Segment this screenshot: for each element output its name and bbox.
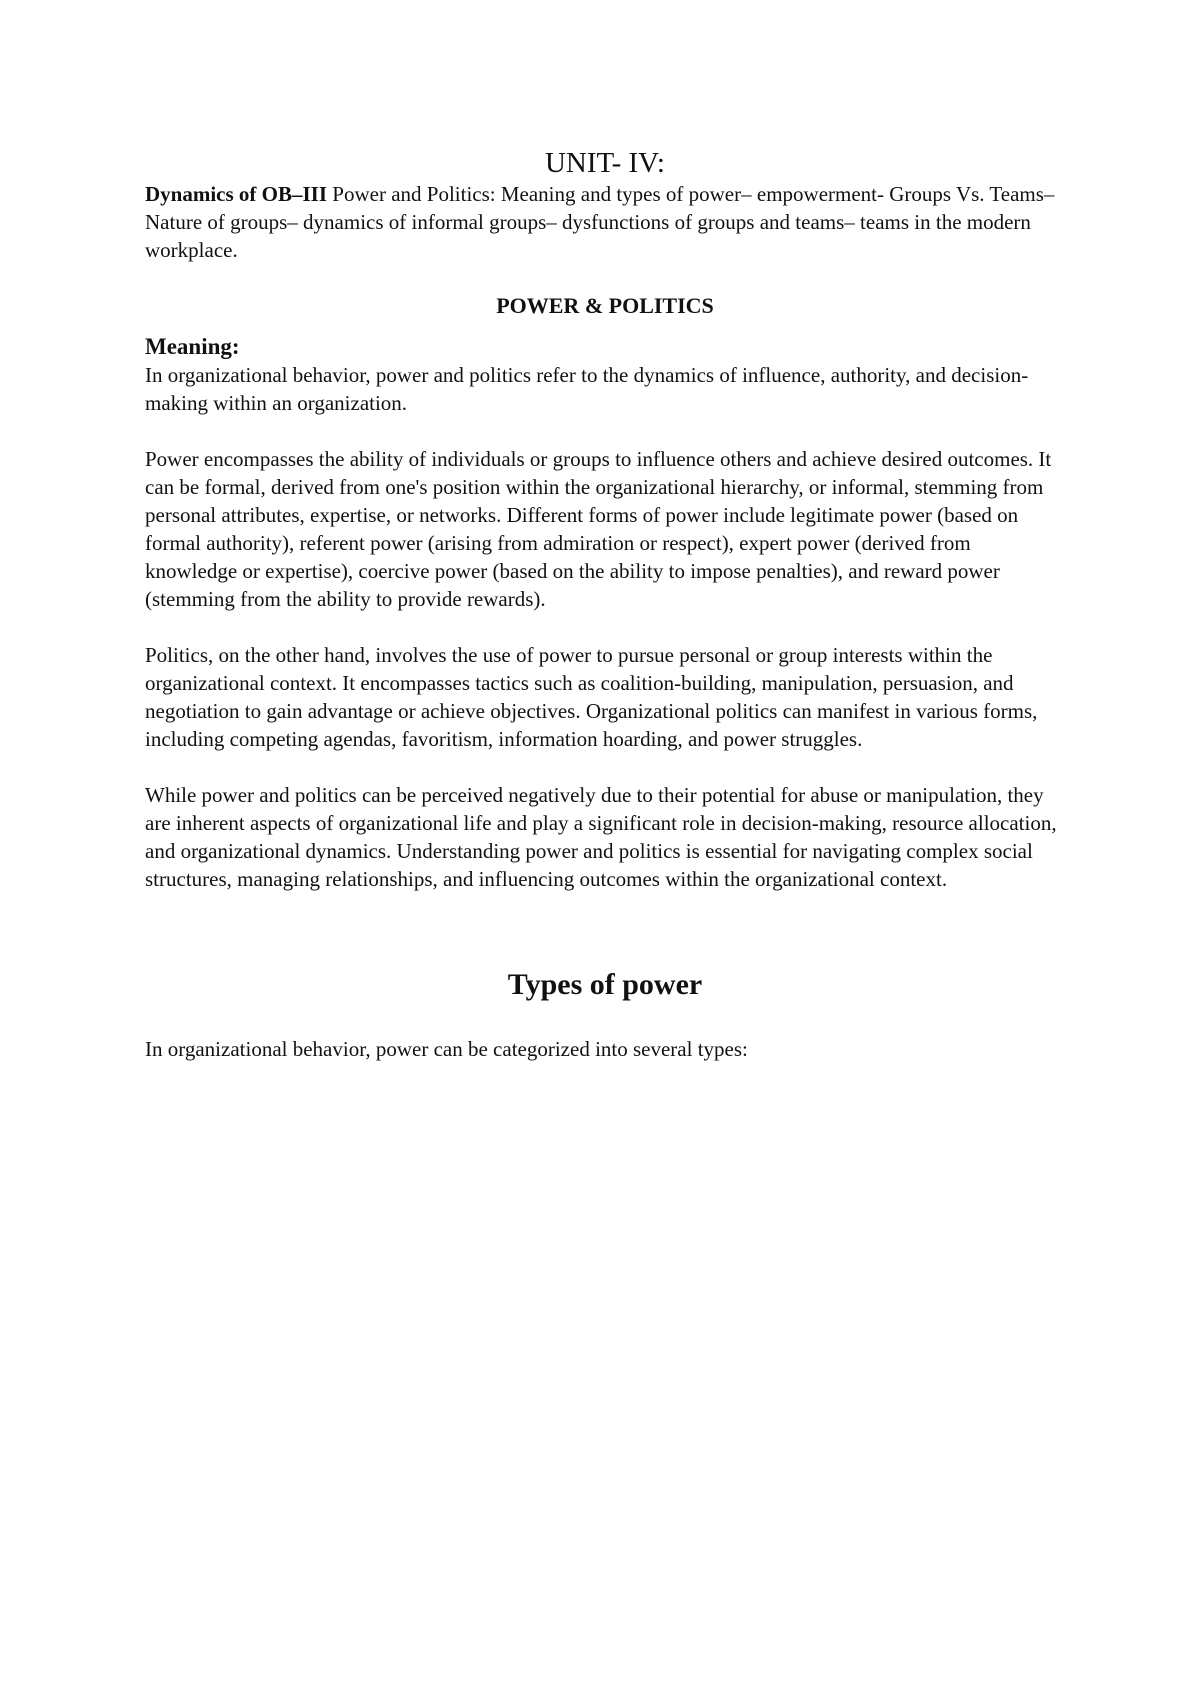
paragraph-perception: While power and politics can be perceived negatively due to their potential for abuse or manipulation, they are inherent aspects of organizational life and play a significant role in decision-making, resource allocation, and organizational dynamics. Understanding power and politics is essential for navigating complex social structures, managing relationships, and influencing outcomes within the organizational context. [145,783,1057,891]
paragraph-meaning: In organizational behavior, power and politics refer to the dynamics of influence, authority, and decision-making within an organization. [145,363,1029,415]
unit-title: UNIT- IV: [544,147,665,179]
types-heading: Types of power [507,968,703,1001]
types-intro: In organizational behavior, power can be categorized into several types: [145,1037,748,1061]
paragraph-politics: Politics, on the other hand, involves the use of power to pursue personal or group interests within the organizational context. It encompasses tactics such as coalition-building, manipulation, persuasion, and negotiation to gain advantage or achieve objectives. Organizational politics can manifest in various forms, including competing agendas, favoritism, information hoarding, and power struggles. [145,643,1038,751]
page-content [145,146,1065,1063]
paragraph-power: Power encompasses the ability of individuals or groups to influence others and achieve desired outcomes. It can be formal, derived from one's position within the organizational hierarchy, or informal, stemming from personal attributes, expertise, or networks. Different forms of power include legitimate power (based on formal authority), referent power (arising from admiration or respect), expert power (derived from knowledge or expertise), coercive power (based on the ability to impose penalties), and reward power (stemming from the ability to provide rewards). [145,447,1052,611]
syllabus-text: Power and Politics: Meaning and types of power– empowerment- Groups Vs. Teams– Nature of groups– dynamics of informal groups– dysfunctions of groups and teams– teams in the modern workplace. [145,182,1055,262]
syllabus-paragraph [145,180,1065,264]
meaning-heading: Meaning: [145,334,240,359]
syllabus-lead: Dynamics of OB–III [145,182,328,206]
section-title: POWER & POLITICS [496,293,714,318]
